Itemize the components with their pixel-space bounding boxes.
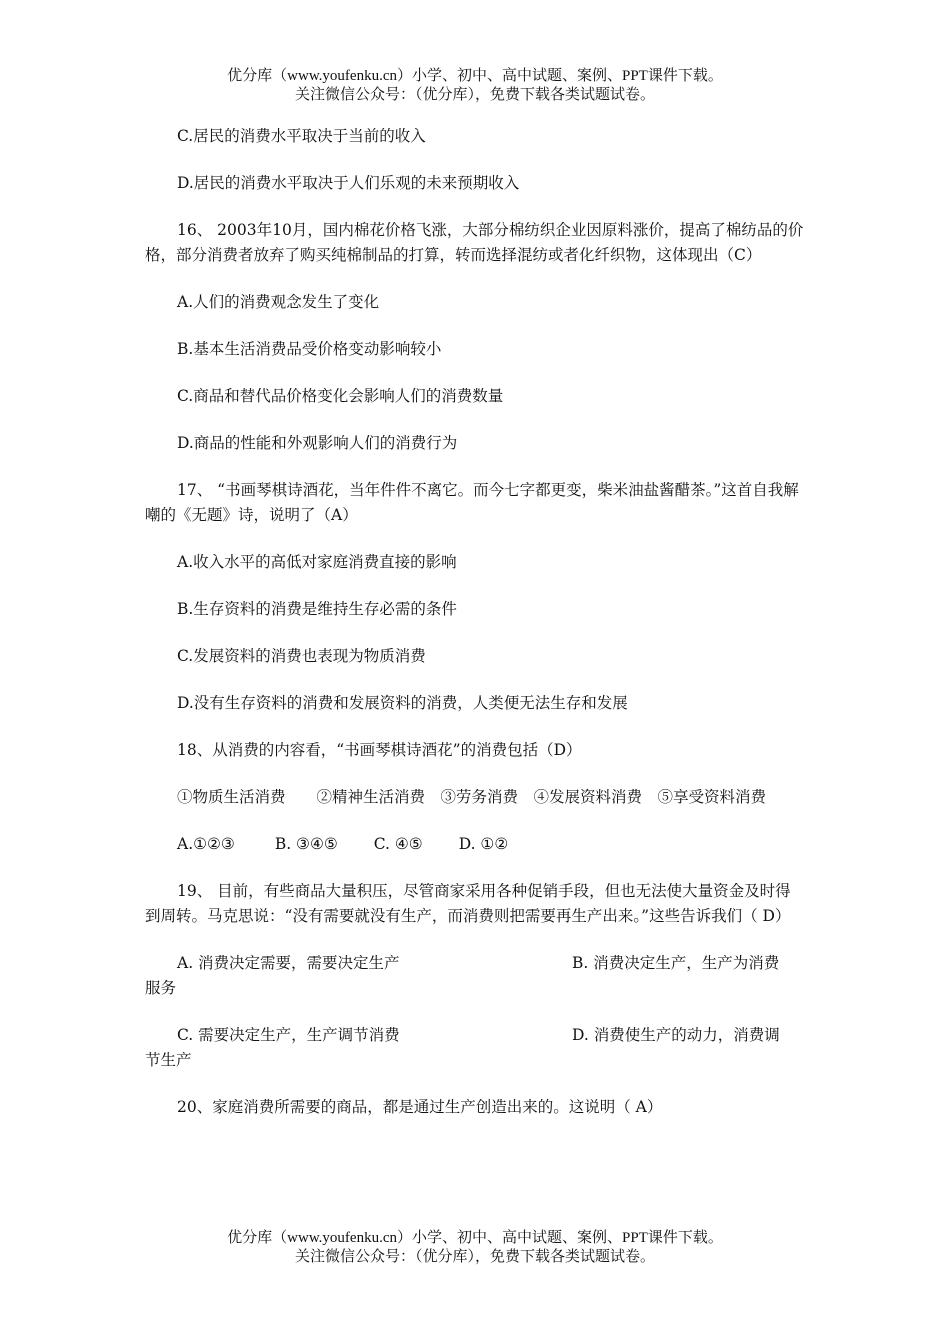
q16-option-d: D.商品的性能和外观影响人们的消费行为 [177, 434, 458, 452]
q19-option-d-cont: 节生产 [145, 1051, 192, 1069]
q17-option-c: C.发展资料的消费也表现为物质消费 [177, 647, 426, 665]
q17-stem: 17、 “书画琴棋诗酒花，当年件件不离它。而今七字都更变，柴米油盐酱醋茶。”这首自我解嘲的《无题》诗，说明了（A） [145, 481, 799, 524]
q19-options-ab [145, 951, 805, 1001]
q15-option-c: C.居民的消费水平取决于当前的收入 [177, 127, 426, 145]
q19-option-b-cont: 服务 [145, 979, 177, 997]
q16-option-b: B.基本生活消费品受价格变动影响较小 [177, 340, 442, 358]
q18-option-a: A.①②③ [177, 835, 235, 853]
q19-option-a: A. 消费决定需要，需要决定生产 [177, 954, 400, 972]
page-footer [0, 1229, 950, 1267]
q18-option-c: C. ④⑤ [373, 835, 423, 853]
q18-option-d: D. ①② [458, 835, 509, 853]
header-line-2: 关注微信公众号：（优分库），免费下载各类试题试卷。 [294, 87, 655, 103]
q16-option-a: A.人们的消费观念发生了变化 [177, 293, 380, 311]
q18-stem: 18、从消费的内容看，“书画琴棋诗酒花”的消费包括（D） [177, 741, 582, 759]
q19-option-c: C. 需要决定生产，生产调节消费 [177, 1026, 400, 1044]
q16-stem: 16、 2003年10月，国内棉花价格飞涨，大部分棉纺织企业因原料涨价，提高了棉纺品的价格，部分消费者放弃了购买纯棉制品的打算，转而选择混纺或者化纤织物，这体现出（C） [145, 221, 804, 264]
q17-option-b: B.生存资料的消费是维持生存必需的条件 [177, 600, 457, 618]
document-body [145, 124, 805, 1142]
q19-option-d: D. 消费使生产的动力，消费调 [572, 1026, 780, 1044]
header-line-1: 优分库（www.youfenku.cn）小学、初中、高中试题、案例、PPT课件下载。 [227, 68, 723, 84]
q15-option-d: D.居民的消费水平取决于人们乐观的未来预期收入 [177, 174, 520, 192]
q20-stem: 20、家庭消费所需要的商品，都是通过生产创造出来的。这说明（ A） [177, 1098, 663, 1116]
q18-options [145, 832, 805, 857]
q19-options-cd [145, 1023, 805, 1073]
page-header [0, 67, 950, 105]
footer-line-1: 优分库（www.youfenku.cn）小学、初中、高中试题、案例、PPT课件下载。 [227, 1230, 723, 1246]
q19-stem: 19、 目前，有些商品大量积压，尽管商家采用各种促销手段，但也无法使大量资金及时得到周转。马克思说：“没有需要就没有生产，而消费则把需要再生产出来。”这些告诉我们（ D） [145, 882, 791, 925]
footer-line-2: 关注微信公众号：（优分库），免费下载各类试题试卷。 [294, 1249, 655, 1265]
q17-option-d: D.没有生存资料的消费和发展资料的消费，人类便无法生存和发展 [177, 694, 628, 712]
q16-option-c: C.商品和替代品价格变化会影响人们的消费数量 [177, 387, 504, 405]
q18-option-b: B. ③④⑤ [274, 835, 338, 853]
q17-option-a: A.收入水平的高低对家庭消费直接的影响 [177, 553, 457, 571]
q18-items: ①物质生活消费 ②精神生活消费 ③劳务消费 ④发展资料消费 ⑤享受资料消费 [177, 788, 767, 806]
q19-option-b: B. 消费决定生产，生产为消费 [572, 954, 780, 972]
